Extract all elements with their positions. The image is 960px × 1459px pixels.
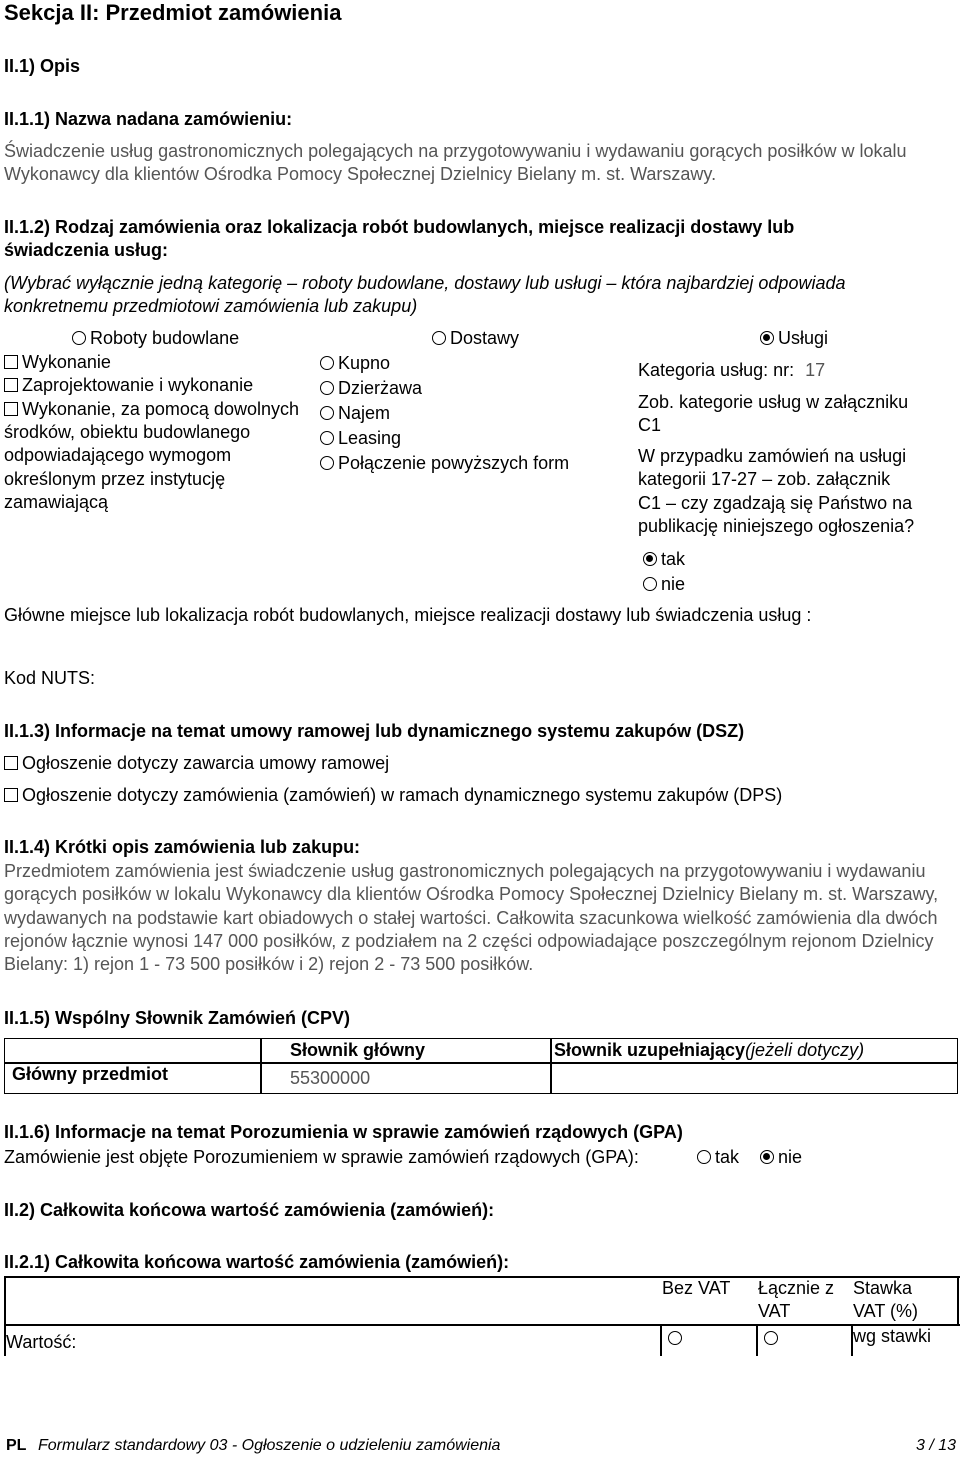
radio-roboty[interactable]: Roboty budowlane xyxy=(72,328,239,349)
heading-ii14: II.1.4) Krótki opis zamówienia lub zakupu: xyxy=(4,837,361,857)
radio-empty-icon xyxy=(320,406,334,420)
footer-page: 3 / 13 xyxy=(915,1437,956,1454)
radio-kupno[interactable]: Kupno xyxy=(320,353,390,374)
radio-empty-icon xyxy=(72,331,86,345)
radio-leasing[interactable]: Leasing xyxy=(320,428,401,449)
radio-empty-icon xyxy=(697,1150,711,1164)
value-col-stawka-cont: VAT (%) xyxy=(853,1301,919,1321)
radio-polaczenie[interactable]: Połączenie powyższych form xyxy=(320,453,569,474)
radio-empty-icon xyxy=(432,331,446,345)
heading-ii15: II.1.5) Wspólny Słownik Zamówień (CPV) xyxy=(4,1008,351,1028)
radio-uslugi[interactable]: Usługi xyxy=(760,328,828,349)
footer-lang: PL xyxy=(6,1437,27,1454)
value-col-bez-vat: Bez VAT xyxy=(662,1278,731,1298)
heading-ii12-cont: świadczenia usług: xyxy=(4,240,169,260)
roboty-cont-3: określonym przez instytucję xyxy=(4,469,226,489)
footer-form: Formularz standardowy 03 - Ogłoszenie o udzieleniu zamówienia xyxy=(38,1437,501,1454)
radio-lacznie-vat[interactable] xyxy=(764,1328,782,1349)
uslugi-question-4: publikację niniejszego ogłoszenia? xyxy=(638,516,915,536)
category-note: (Wybrać wyłącznie jedną kategorię – roboty budowlane, dostawy lub usługi – która najbardziej odpowiada konkretnemu przedmiotowi zamówienia lub zakupu) xyxy=(4,273,846,317)
cpv-row-label: Główny przedmiot xyxy=(12,1064,169,1084)
zob-kategorie: Zob. kategorie usług w załączniku xyxy=(638,392,909,412)
uslugi-question-3: C1 – czy zgadzają się Państwo na xyxy=(638,493,913,513)
location-label: Główne miejsce lub lokalizacja robót budowlanych, miejsce realizacji dostawy lub świadczenia usług : xyxy=(4,605,812,625)
value-row-label: Wartość: xyxy=(6,1332,77,1352)
vat-rate: wg stawki xyxy=(853,1326,932,1346)
radio-dostawy[interactable]: Dostawy xyxy=(432,328,519,349)
radio-najem[interactable]: Najem xyxy=(320,403,390,424)
radio-empty-icon xyxy=(320,381,334,395)
checkbox-icon xyxy=(4,355,18,369)
cpv-col-main: Słownik główny xyxy=(290,1040,426,1060)
roboty-cont-1: środków, obiektu budowlanego xyxy=(4,422,251,442)
checkbox-icon xyxy=(4,788,18,802)
radio-empty-icon xyxy=(320,356,334,370)
radio-selected-icon xyxy=(760,331,774,345)
value-col-lacznie-cont: VAT xyxy=(758,1301,791,1321)
checkbox-icon xyxy=(4,378,18,392)
cpv-col-supp: Słownik uzupełniający(jeżeli dotyczy) xyxy=(554,1040,865,1060)
cpv-main-code: 55300000 xyxy=(290,1068,371,1088)
kategoria-uslug: Kategoria usług: nr: 17 xyxy=(638,360,826,380)
gpa-text: Zamówienie jest objęte Porozumieniem w sprawie zamówień rządowych (GPA): xyxy=(4,1147,639,1167)
radio-empty-icon xyxy=(320,456,334,470)
zob-kategorie-cont: C1 xyxy=(638,415,662,435)
checkbox-umowa-ramowa[interactable]: Ogłoszenie dotyczy zawarcia umowy ramowej xyxy=(4,753,389,774)
radio-empty-icon xyxy=(668,1331,682,1345)
uslugi-question-2: kategorii 17-27 – zob. załącznik xyxy=(638,469,891,489)
radio-selected-icon xyxy=(643,552,657,566)
roboty-cont-4: zamawiającą xyxy=(4,492,109,512)
kategoria-value: 17 xyxy=(805,360,826,380)
uslugi-question-1: W przypadku zamówień na usługi xyxy=(638,446,907,466)
radio-gpa-tak[interactable]: tak xyxy=(697,1147,739,1168)
checkbox-icon xyxy=(4,402,18,416)
checkbox-icon xyxy=(4,756,18,770)
section-title: Sekcja II: Przedmiot zamówienia xyxy=(4,0,342,25)
checkbox-zaprojektowanie[interactable]: Zaprojektowanie i wykonanie xyxy=(4,375,253,396)
radio-dzierzawa[interactable]: Dzierżawa xyxy=(320,378,422,399)
checkbox-dps[interactable]: Ogłoszenie dotyczy zamówienia (zamówień) w ramach dynamicznego systemu zakupów (DPS) xyxy=(4,785,782,806)
heading-ii11: II.1.1) Nazwa nadana zamówieniu: xyxy=(4,109,293,129)
roboty-cont-2: odpowiadającego wymogom xyxy=(4,445,232,465)
value-col-lacznie: Łącznie z xyxy=(758,1278,835,1298)
radio-publikacja-nie[interactable]: nie xyxy=(643,574,685,595)
radio-publikacja-tak[interactable]: tak xyxy=(643,549,685,570)
radio-empty-icon xyxy=(764,1331,778,1345)
radio-empty-icon xyxy=(643,577,657,591)
contract-name: Świadczenie usług gastronomicznych polegających na przygotowywaniu i wydawaniu gorących posiłków w lokalu Wykonawcy dla klientów Ośrodka Pomocy Społecznej Dzielnicy Bielany m. st. Warszawy. xyxy=(4,141,907,185)
heading-ii13: II.1.3) Informacje na temat umowy ramowej lub dynamicznego systemu zakupów (DSZ) xyxy=(4,721,745,741)
heading-ii2: II.2) Całkowita końcowa wartość zamówienia (zamówień): xyxy=(4,1200,495,1220)
radio-bez-vat[interactable] xyxy=(668,1328,686,1349)
checkbox-wykonanie-dowolnych[interactable]: Wykonanie, za pomocą dowolnych xyxy=(4,399,299,420)
radio-empty-icon xyxy=(320,431,334,445)
radio-selected-icon xyxy=(760,1150,774,1164)
heading-ii12: II.1.2) Rodzaj zamówienia oraz lokalizacja robót budowlanych, miejsce realizacji dostawy lub xyxy=(4,217,795,237)
value-col-stawka: Stawka xyxy=(853,1278,913,1298)
short-description: Przedmiotem zamówienia jest świadczenie usług gastronomicznych polegających na przygotowywaniu i wydawaniu gorących posiłków w lokalu Wykonawcy dla klientów Ośrodka Pomocy Społecznej Dzielnicy Bielany m. st. Warszawy, wydawanych na podstawie kart obiadowych o stałej wartości. Całkowita szacunkowa wielkość zamówienia dla dwóch rejonów łącznie wynosi 147 000 posiłków, z podziałem na 2 części odpowiadające poszczególnym rejonom Dzielnicy Bielany: 1) rejon 1 - 73 500 posiłków i 2) rejon 2 - 73 500 posiłków. xyxy=(4,861,939,975)
checkbox-wykonanie[interactable]: Wykonanie xyxy=(4,352,111,373)
radio-gpa-nie[interactable]: nie xyxy=(760,1147,802,1168)
heading-ii16: II.1.6) Informacje na temat Porozumienia w sprawie zamówień rządowych (GPA) xyxy=(4,1122,683,1142)
nuts-label: Kod NUTS: xyxy=(4,668,96,688)
heading-ii21: II.2.1) Całkowita końcowa wartość zamówienia (zamówień): xyxy=(4,1252,510,1272)
heading-ii1: II.1) Opis xyxy=(4,56,81,76)
